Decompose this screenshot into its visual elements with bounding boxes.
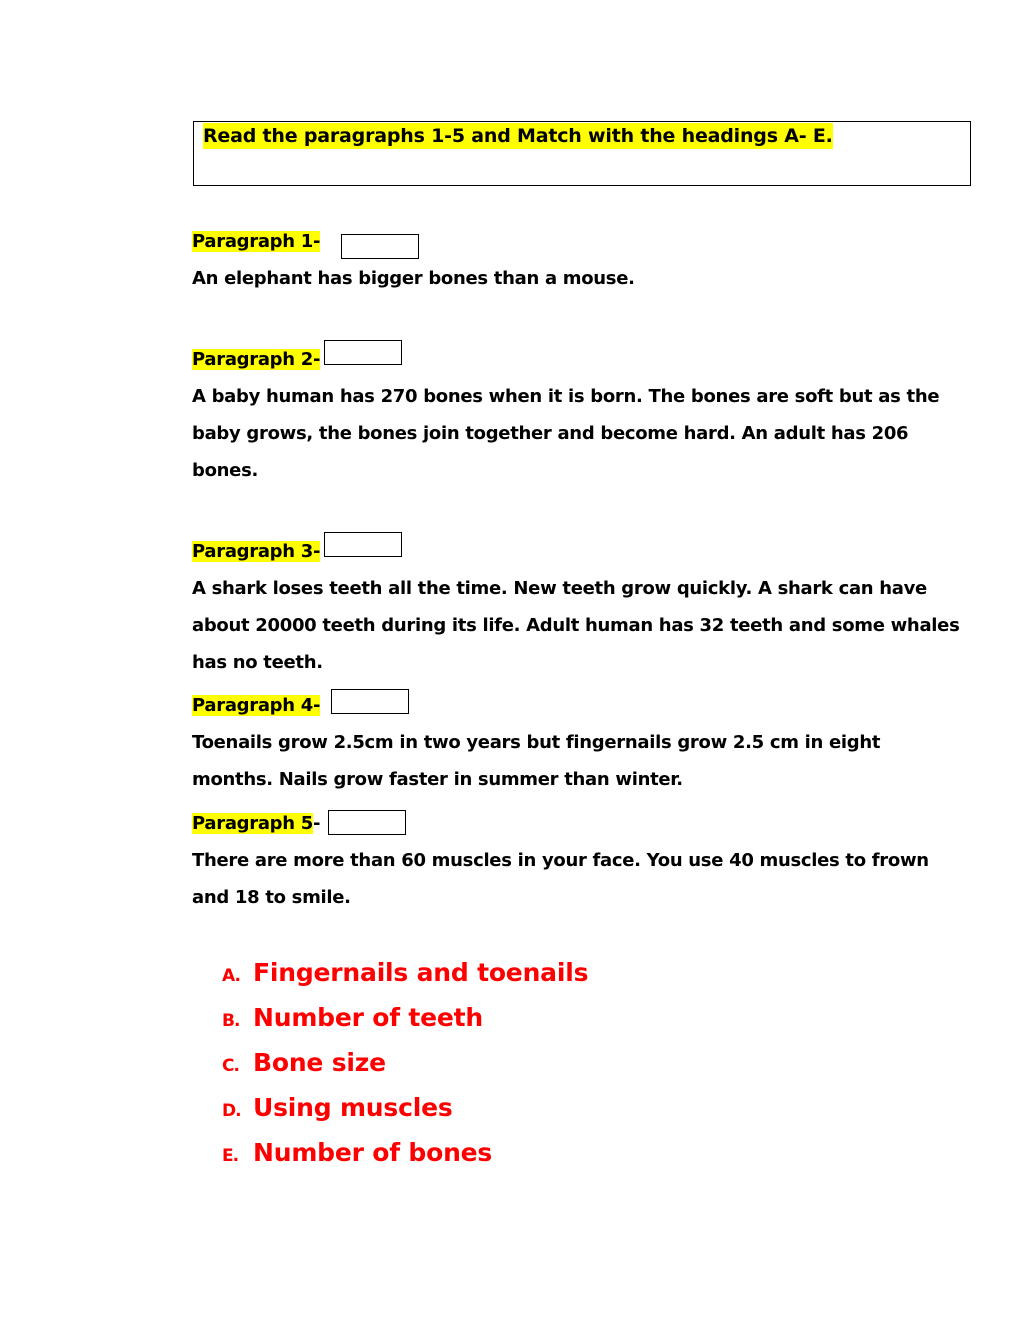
heading-b-letter: B. [222, 1011, 240, 1031]
paragraph-1-text [192, 260, 952, 297]
paragraph-3-line-3: has no teeth. [192, 652, 323, 673]
heading-e-letter: E. [222, 1146, 239, 1166]
heading-c [222, 1040, 588, 1085]
heading-b-text: Number of teeth [253, 1003, 484, 1032]
paragraph-4-label-text: Paragraph 4- [192, 695, 321, 716]
paragraph-1-line-1: An elephant has bigger bones than a mouse. [192, 268, 635, 289]
heading-d [222, 1085, 588, 1130]
paragraph-5-text [192, 842, 952, 916]
heading-e [222, 1130, 588, 1175]
paragraph-4-line-2: months. Nails grow faster in summer than winter. [192, 769, 683, 790]
heading-e-text: Number of bones [253, 1138, 493, 1167]
paragraph-4-line-1: Toenails grow 2.5cm in two years but fingernails grow 2.5 cm in eight [192, 732, 881, 753]
heading-a-letter: A. [222, 966, 240, 986]
paragraph-4-text [192, 724, 952, 798]
heading-c-text: Bone size [253, 1048, 386, 1077]
paragraph-3-line-2: about 20000 teeth during its life. Adult human has 32 teeth and some whales [192, 615, 960, 636]
paragraph-5-line-1: There are more than 60 muscles in your face. You use 40 muscles to frown [192, 850, 929, 871]
paragraph-3-label-text: Paragraph 3- [192, 541, 321, 562]
paragraph-1-label [192, 229, 320, 255]
heading-a [222, 950, 588, 995]
paragraph-2-line-3: bones. [192, 460, 259, 481]
instruction-text: Read the paragraphs 1-5 and Match with the headings A- E. [203, 125, 833, 147]
heading-d-letter: D. [222, 1101, 241, 1121]
heading-b [222, 995, 588, 1040]
paragraph-5-label [192, 811, 320, 837]
paragraph-3-line-1: A shark loses teeth all the time. New teeth grow quickly. A shark can have [192, 578, 927, 599]
heading-c-letter: C. [222, 1056, 239, 1076]
paragraph-4-label [192, 693, 320, 719]
paragraph-2-label-text: Paragraph 2- [192, 349, 321, 370]
paragraph-5-line-2: and 18 to smile. [192, 887, 351, 908]
paragraph-2-text [192, 378, 952, 489]
paragraph-2-line-2: baby grows, the bones join together and become hard. An adult has 206 [192, 423, 909, 444]
paragraph-1-answer-box[interactable] [341, 234, 419, 259]
paragraph-2-answer-box[interactable] [324, 340, 402, 365]
paragraph-1-label-text: Paragraph 1- [192, 231, 321, 252]
paragraph-4-answer-box[interactable] [331, 689, 409, 714]
paragraph-5-label-suffix: - [312, 813, 321, 834]
paragraph-3-answer-box[interactable] [324, 532, 402, 557]
paragraph-5-answer-box[interactable] [328, 810, 406, 835]
paragraph-2-line-1: A baby human has 270 bones when it is born. The bones are soft but as the [192, 386, 940, 407]
paragraph-5-label-text: Paragraph 5 [192, 813, 313, 834]
heading-d-text: Using muscles [253, 1093, 453, 1122]
paragraph-2-label [192, 347, 320, 373]
paragraph-3-text [192, 570, 960, 681]
headings-list [222, 950, 588, 1175]
instruction-box [193, 121, 971, 186]
paragraph-3-label [192, 539, 320, 565]
heading-a-text: Fingernails and toenails [253, 958, 589, 987]
